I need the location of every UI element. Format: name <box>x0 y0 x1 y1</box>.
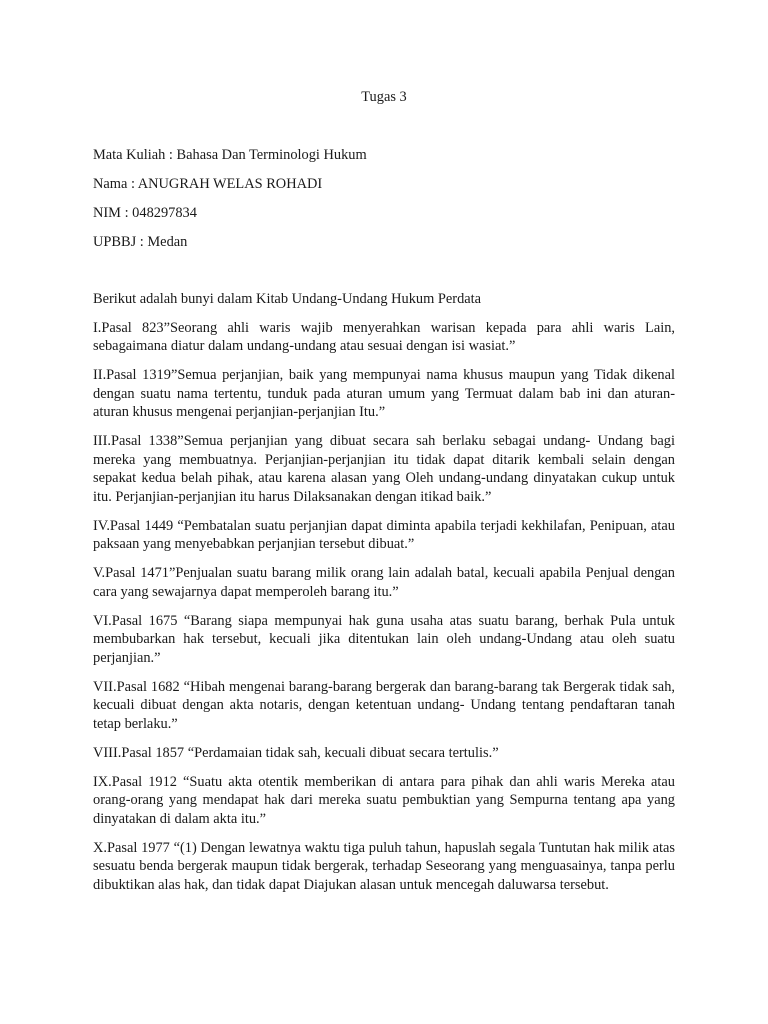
meta-nim: NIM : 048297834 <box>93 205 197 221</box>
meta-course: Mata Kuliah : Bahasa Dan Terminologi Hukum <box>93 147 367 163</box>
article-paragraph: I.Pasal 823”Seorang ahli waris wajib menyerahkan warisan kepada para ahli waris Lain, sebagaimana diatur dalam undang-undang atau sesuai dengan isi wasiat.” <box>93 319 675 354</box>
article-paragraph: IV.Pasal 1449 “Pembatalan suatu perjanjian dapat diminta apabila terjadi kekhilafan, Penipuan, atau paksaan yang menyebabkan perjanjian tersebut dibuat.” <box>93 517 675 552</box>
article-paragraph: VII.Pasal 1682 “Hibah mengenai barang-barang bergerak dan barang-barang tak Bergerak tidak sah, kecuali dibuat dengan akta notaris, dengan ketentuan undang- Undang tentang pendaftaran tanah tetap berlaku.” <box>93 678 675 732</box>
article-paragraph: III.Pasal 1338”Semua perjanjian yang dibuat secara sah berlaku sebagai undang- Undang bagi mereka yang membuatnya. Perjanjian-perjanjian itu tidak dapat ditarik kembali selain dengan sepakat kedua belah pihak, atau karena alasan yang Oleh undang-undang dinyatakan cukup untuk itu. Perjanjian-perjanjian itu harus Dilaksanakan dengan itikad baik.” <box>93 433 675 505</box>
article-paragraph: II.Pasal 1319”Semua perjanjian, baik yang mempunyai nama khusus maupun yang Tidak dikenal dengan suatu nama tertentu, tunduk pada aturan umum yang Termuat dalam bab ini dan aturan-aturan khusus mengenai perjanjian-perjanjian Itu.” <box>93 367 675 420</box>
meta-upbbj: UPBBJ : Medan <box>93 234 188 250</box>
meta-name: Nama : ANUGRAH WELAS ROHADI <box>93 176 323 192</box>
document-body <box>93 290 675 905</box>
article-paragraph: VIII.Pasal 1857 “Perdamaian tidak sah, kecuali dibuat secara tertulis.” <box>93 744 499 761</box>
article-paragraph: X.Pasal 1977 “(1) Dengan lewatnya waktu tiga puluh tahun, hapuslah segala Tuntutan hak milik atas sesuatu benda bergerak maupun tidak bergerak, terhadap Seseorang yang menguasainya, tanpa perlu dibuktikan alas hak, dan tidak dapat Diajukan alasan untuk mencegah daluwarsa tersebut. <box>93 839 675 893</box>
intro-paragraph: Berikut adalah bunyi dalam Kitab Undang-Undang Hukum Perdata <box>93 291 482 307</box>
article-paragraph: VI.Pasal 1675 “Barang siapa mempunyai hak guna usaha atas suatu barang, berhak Pula untuk membubarkan hak tersebut, kecuali jika ditentukan lain oleh undang-Undang atau oleh suatu perjanjian.” <box>93 612 675 666</box>
article-paragraph: IX.Pasal 1912 “Suatu akta otentik memberikan di antara para pihak dan ahli waris Mereka atau orang-orang yang mendapat hak dari mereka suatu pembuktian yang Sempurna tentang apa yang dinyatakan di dalam akta itu.” <box>93 773 675 827</box>
document-title: Tugas 3 <box>361 89 407 105</box>
article-paragraph: V.Pasal 1471”Penjualan suatu barang milik orang lain adalah batal, kecuali apabila Penjual dengan cara yang sewajarnya dapat memperoleh barang itu.” <box>93 565 675 600</box>
